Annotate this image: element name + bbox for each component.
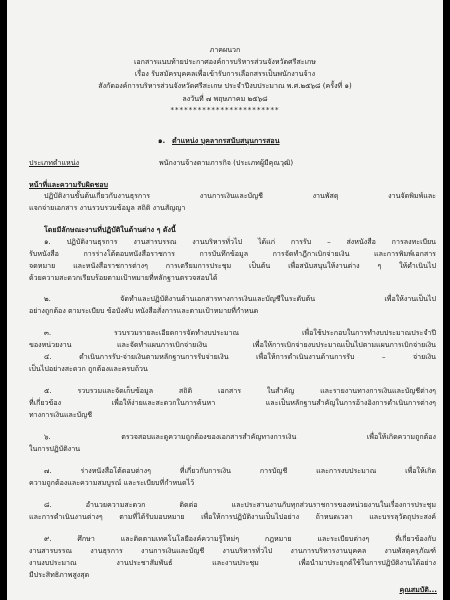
example-item-3-line: ของหน่วยงาน และจัดทำแผนการเบิกจ่ายเงิน เพื่อให้การเบิกจ่ายงบประมาณเป็นไปตามแผนการเบิกจ่ายเงิน xyxy=(29,340,436,349)
example-item-4: ๔. ดำเนินการรับ-จ่ายเงินตามหลักฐานการรับจ่ายเงิน เพื่อให้การดำเนินงานด้านการรับ – จ่ายเงิน xyxy=(44,352,436,361)
example-item-9: ๙. ศึกษา และติดตามเทคโนโลยีองค์ความรู้ใหม่ๆ กฎหมาย และระเบียบต่างๆ ที่เกี่ยวข้องกับ xyxy=(44,534,436,543)
example-item-3: ๓. รวบรวมรายละเอียดการจัดทำงบประมาณ เพื่อใช้ประกอบในการทำงบประมาณประจำปี xyxy=(44,328,436,337)
example-item-1: ๑. ปฏิบัติงานธุรการ งานสารบรรณ งานบริหารทั่วไป ได้แก่ การรับ – ส่งหนังสือ การลงทะเบียน xyxy=(44,237,436,246)
example-item-1-line: จดหมาย และหนังสือราชการต่างๆ การเตรียมการประชุม เป็นต้น เพื่อสนับสนุนให้งานต่าง ๆ ให้ดำเนินไป xyxy=(29,261,436,270)
example-item-5-line: ทางการเงินและบัญชี xyxy=(29,410,93,419)
example-item-6: ๖. ตรวจสอบและดูความถูกต้องของเอกสารสำคัญทางการเงิน เพื่อให้เกิดความถูกต้อง xyxy=(44,432,436,441)
affiliation-line: สังกัดองค์การบริหารส่วนจังหวัดศรีสะเกษ ประจำปีงบประมาณ พ.ศ.๒๕๖๘ (ครั้งที่ ๑) xyxy=(98,81,352,90)
duties-heading: หน้าที่และความรับผิดชอบ xyxy=(29,180,108,189)
duties-line: แจกจ่ายเอกสาร งานรวบรวมข้อมูล สถิติ งานสัญญา xyxy=(29,203,186,212)
example-item-5: ๕. รวบรวมและจัดเก็บข้อมูล สถิติ เอกสาร ในสำคัญ และรายงานทางการเงินและบัญชีต่างๆ xyxy=(44,386,436,395)
document-page xyxy=(7,0,443,600)
example-item-7: ๗. ร่างหนังสือโต้ตอบต่างๆ ที่เกี่ยวกับการเงิน การบัญชี และการงบประมาณ เพื่อให้เกิด xyxy=(44,466,436,475)
position-number: ๑. xyxy=(158,136,166,145)
annex-label: ภาคผนวก xyxy=(209,45,241,54)
example-item-4-line: เป็นไปอย่างสะดวก ถูกต้องและครบถ้วน xyxy=(29,364,148,373)
example-item-5-line: ที่เกี่ยวข้อง เพื่อให้ง่ายและสะดวกในการค้นหา และเป็นหลักฐานสำคัญในการอ้างอิงการดำเนินการต่างๆ xyxy=(29,398,436,407)
example-item-8: ๘. อำนวยความสะดวก ติดต่อ และประสานงานกับทุกส่วนราชการของหน่วยงานในเรื่องการประชุม xyxy=(44,500,436,509)
subject-line: เรื่อง รับสมัครบุคคลเพื่อเข้ารับการเลือกสรรเป็นพนักงานจ้าง xyxy=(134,69,316,78)
position-type-label: ประเภทตำแหน่ง xyxy=(29,158,80,167)
duties-line: ปฏิบัติงานขั้นต้นเกี่ยวกับงานธุรการ งานการเงินและบัญชี งานพัสดุ งานจัดพิมพ์และ xyxy=(44,191,436,200)
position-type-value: พนักงานจ้างตามภารกิจ (ประเภทผู้มีคุณวุฒิ) xyxy=(159,158,294,167)
example-item-9-line: มีประสิทธิภาพสูงสุด xyxy=(29,570,90,579)
examples-heading: โดยมีลักษณะงานที่ปฏิบัติในด้านต่าง ๆ ดังนี้ xyxy=(44,225,176,234)
position-title: ตำแหน่ง บุคลากรสนับสนุนการสอน xyxy=(172,136,280,145)
example-item-8-line: และการดำเนินงานต่างๆ ตามที่ได้รับมอบหมาย เพื่อให้การปฏิบัติงานเป็นไปอย่าง ถ้าหนดเวลา และบรรลุวัตถุประสงค์ xyxy=(29,512,436,521)
example-item-7-line: ความถูกต้องและความสมบูรณ์ และระเบียบที่กำหนดไว้ xyxy=(29,478,195,487)
continue-marker: คุณสมบัติ... xyxy=(399,585,437,594)
example-item-1-line: รับหนังสือ การร่างโต้ตอบหนังสือราชการ การบันทึกข้อมูล การจัดทำฎีกาเบิกจ่ายเงิน และการพิมพ์เอกสาร xyxy=(29,249,436,258)
example-item-1-line: ด้วยความสะดวกเรียบร้อยตามเป้าหมายที่หลักฐานตรวจสอบได้ xyxy=(29,273,218,282)
example-item-6-line: ในการปฏิบัติงาน xyxy=(29,444,81,453)
example-item-2-line: อย่างถูกต้อง ตามระเบียบ ข้อบังคับ หนังสือสั่งการและตามเป้าหมายที่กำหนด xyxy=(29,306,259,315)
star-divider: ************************ xyxy=(170,105,280,114)
example-item-2: ๒. จัดทำและปฏิบัติงานด้านเอกสารทางการเงินและบัญชีในระดับต้น เพื่อให้งานเป็นไป xyxy=(44,294,436,303)
date-line: ลงวันที่ ๗ พฤษภาคม ๒๕๖๘ xyxy=(182,94,268,103)
example-item-9-line: งานงบประมาณ งานประชาสัมพันธ์ และงานประชุม เพื่อนำมาประยุกต์ใช้ในการปฏิบัติงานได้อย่าง xyxy=(29,558,436,567)
example-item-9-line: งานสารบรรณ งานธุรการ งานการเงินและบัญชี งานบริหารทั่วไป งานการบริหารงานบุคคล งานพัสดุครุภัณฑ์ xyxy=(29,546,436,555)
document-title: เอกสารแนบท้ายประกาศองค์การบริหารส่วนจังหวัดศรีสะเกษ xyxy=(134,57,316,66)
